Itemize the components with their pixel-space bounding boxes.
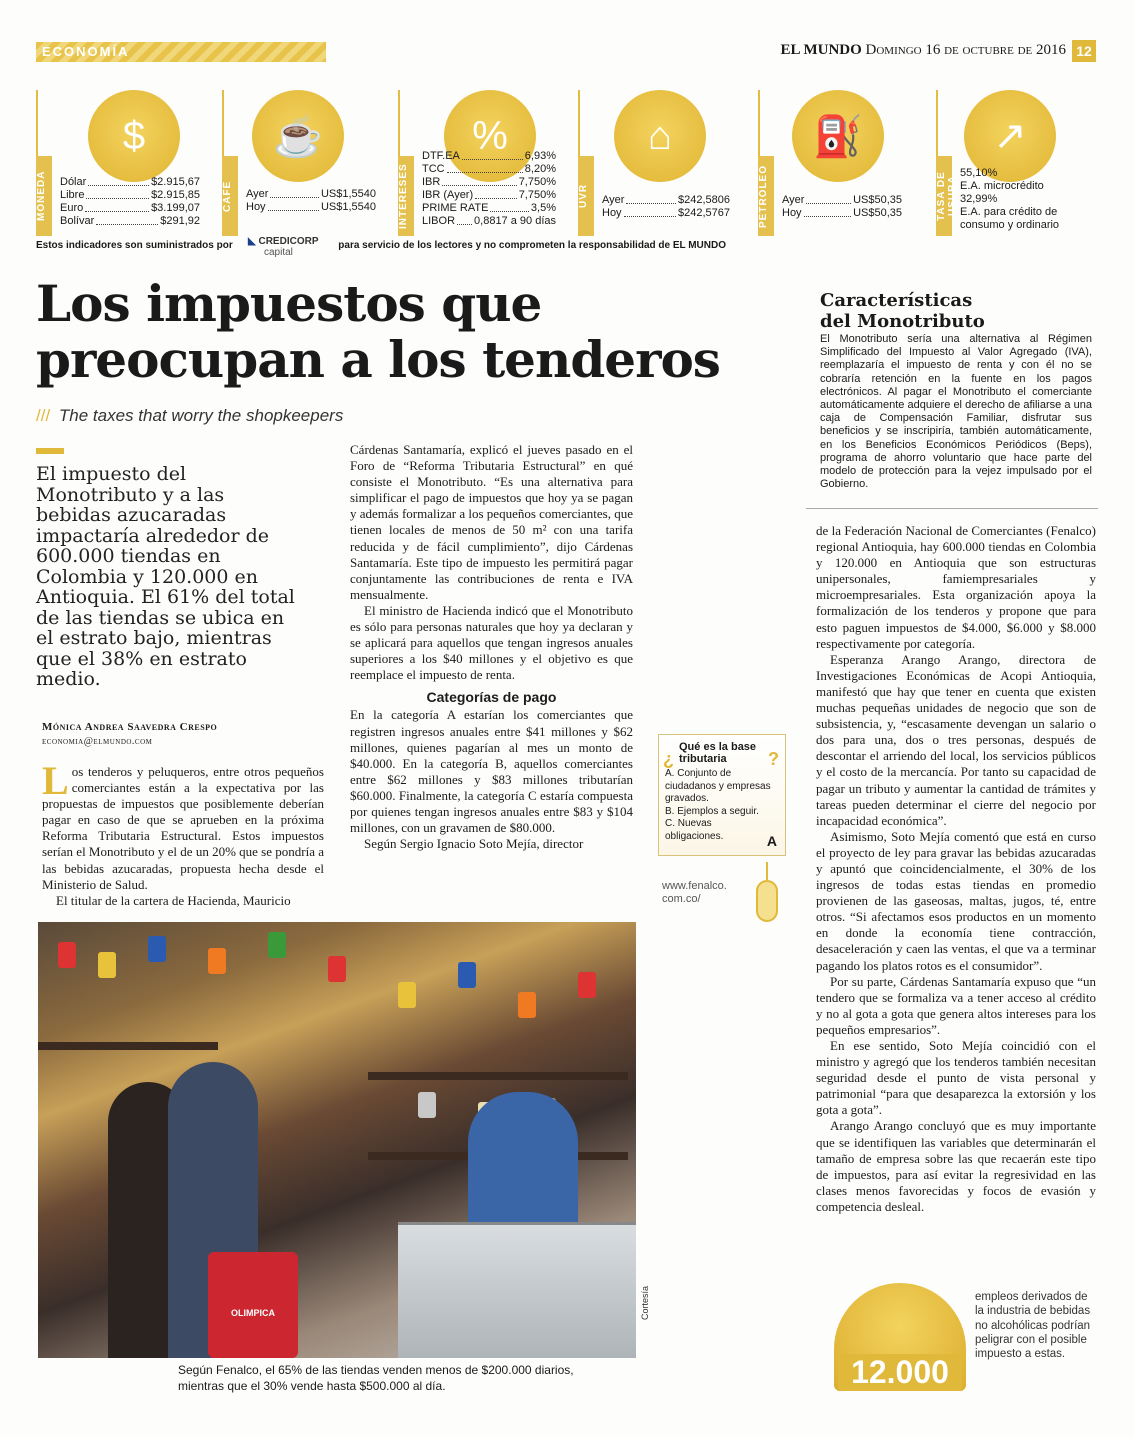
usura-lines <box>960 167 1059 232</box>
indicator-key: PRIME RATE <box>422 202 489 214</box>
indicator-key: Ayer <box>246 188 269 200</box>
paragraph: Esperanza Arango Arango, directora de Investigaciones Económicas de Acopi Antioquia, manifestó que hay que tener en cuenta que existen muchas pequeñas unidades de negocio que son de subsistencia, y, “escasamente devengan un salario o dos para una, dos o tres personas, después de descontar el arriendo del local, los servicios públicos y el costo de la mercancía. Por tanto su capacidad de pagar un tributo y aumentar la cantidad de trámites y tareas pueden determinar el cierre del negocio por incapacidad económica”. <box>816 651 1096 828</box>
indicator-value: 7,750% <box>518 176 556 188</box>
subhead <box>36 406 343 426</box>
sidebar-body: El Monotributo sería una alternativa al Régimen Simplificado del Impuesto al Valor Agregado (IVA), reemplazaría el impuesto de renta y con él no se cobraría retención en la fuente en los pagos electrónicos. Al pagar el Monotributo el comerciante automáticamente adquiere el derecho de afiliarse a una caja de Compensación Familiar, disfrutar sus beneficios y se inscripiría, también automáticamente, en los Beneficios Económicos Periódicos (Beps), programa de ahorro voluntario que hace parte del modelo de protección para la vejez impulsado por el Gobierno. <box>820 333 1092 491</box>
mouse-icon <box>756 880 778 922</box>
dot-leader <box>626 194 676 204</box>
indicator-row <box>602 207 730 220</box>
indicator-row <box>602 194 730 207</box>
quiz-question: Qué es la base tributaria <box>679 741 757 765</box>
indicator-cafe <box>222 90 388 236</box>
dot-leader <box>462 150 523 160</box>
store-photo <box>38 922 636 1358</box>
author-email: economia@elmundo.com <box>42 736 153 747</box>
bag-logo-text: OLIMPICA <box>231 1308 275 1318</box>
indicator-value: $2.915,85 <box>151 189 200 201</box>
indicator-value: $242,5767 <box>678 207 730 219</box>
paper-name: EL MUNDO <box>780 42 862 58</box>
quiz-option: A. Conjunto de ciudadanos y empresas gravados. <box>665 768 771 804</box>
dot-leader <box>96 215 158 225</box>
oil-pump-icon: ⛽ <box>792 90 884 182</box>
indicator-value: US$50,35 <box>853 194 902 206</box>
indicator-label: TASA DE USURA <box>936 156 952 236</box>
slash-ornament-icon: /// <box>36 406 51 425</box>
dot-leader <box>806 194 851 204</box>
shopping-bag <box>208 1252 298 1358</box>
paragraph: Asimismo, Soto Mejía comentó que está en curso el proyecto de ley para gravar las bebidas azucaradas y apuntó que coincidencialmente, el 30% de los ingresos de todas estas tiendas en promedio provienen de las gaseosas, maltas, jugos, té, entre otros. “Si afectamos esos productos en un momento en donde la economía tiene contracción, desaceleración y caen las ventas, el que va a terminar pagando los platos rotos es el consumidor”. <box>816 828 1096 973</box>
usura-line: E.A. para crédito de <box>960 206 1058 218</box>
indicator-key: Bolívar <box>60 215 95 227</box>
sponsor-name: CREDICORP <box>258 236 319 247</box>
indicator-value: US$1,5540 <box>320 188 376 200</box>
paragraph: de la Federación Nacional de Comerciantes (Fenalco) regional Antioquia, hay 600.000 tiendas en Colombia y 120.000 en Antioquia que son estructuras unipersonales, famiempresariales y microempresariales. Esta organización apoya la formalización de los tenderos y propone que para esto paguen impuestos de $4.000, $6.000 y $8.000 respectivamente por categoría. <box>816 523 1096 651</box>
indicator-intereses <box>398 90 558 236</box>
paragraph: El titular de la cartera de Hacienda, Mauricio <box>56 892 291 908</box>
indicator-key: IBR (Ayer) <box>422 189 474 201</box>
mouse-cable <box>766 862 768 880</box>
shopkeeper-figure <box>468 1092 578 1232</box>
indicator-value: $242,5806 <box>678 194 730 206</box>
photo-credit: Cortesía <box>640 1285 650 1320</box>
stat-number: 12.000 <box>838 1354 962 1391</box>
section-tag: ECONOMÍA <box>36 42 326 62</box>
product <box>578 972 596 998</box>
photo-caption: Según Fenalco, el 65% de las tiendas venden menos de $200.000 diarios, mientras que el 30% vende hasta $500.000 al día. <box>178 1363 574 1393</box>
link-line: www.fenalco. <box>662 880 727 892</box>
paragraph: Arango Arango concluyó que es muy importante que se identifiquen las variables que determinarán el tamaño de empresa sobre las que recaerán este tipo de impuestos, para así evitar la regresividad en las clases menos favorecidas y focos de evasión y competencia desleal. <box>816 1118 1096 1214</box>
paragraph: En la categoría A estarían los comerciantes que registren ingresos anuales entre $41 millones y $62 millones, quienes pagarían al mes un monto de $40.000. En la categoría B, aquellos comerciantes entre $62 millones y $83 millones tributarían $60.000. Finalmente, la categoría C estaría compuesta por quienes tengan ingresos anuales entre $83 y $104 millones, con un gravamen de $80.000. <box>350 707 633 836</box>
indicator-value: US$1,5540 <box>320 201 376 213</box>
indicator-row <box>422 150 556 163</box>
indicator-row <box>422 189 556 202</box>
indicator-rows <box>246 188 376 214</box>
dot-leader <box>86 189 149 199</box>
quiz-option: B. Ejemplos a seguir. <box>665 805 759 817</box>
paragraph: Según Sergio Ignacio Soto Mejía, director <box>364 836 584 852</box>
indicator-key: TCC <box>422 163 445 175</box>
percent-papers-icon: % <box>444 90 536 182</box>
indicator-key: Euro <box>60 202 84 214</box>
dot-leader <box>88 176 149 186</box>
indicator-rows <box>422 150 556 228</box>
paragraph: El ministro de Hacienda indicó que el Monotributo es sólo para personas naturales que hoy ya declaran y se aplicará para aquellos que tengan ingresos anuales superiores a los $40 millones y el objetivo es que reemplace el impuesto de renta. <box>350 602 633 683</box>
rising-chart-icon: ↗ <box>964 90 1056 182</box>
usura-line: 32,99% <box>960 193 998 205</box>
column-2 <box>350 442 633 852</box>
indicator-row <box>422 176 556 189</box>
indicator-row <box>422 202 556 215</box>
sidebar-title-line: del Monotributo <box>820 311 985 332</box>
indicator-row <box>422 163 556 176</box>
shelf <box>38 1042 218 1050</box>
subhead-text: The taxes that worry the shopkeepers <box>58 406 344 425</box>
dot-leader <box>270 188 319 198</box>
indicator-row <box>782 207 902 220</box>
indicator-value: US$50,35 <box>853 207 902 219</box>
product <box>518 992 536 1018</box>
link-line: com.co/ <box>662 893 701 905</box>
divider <box>806 508 1098 509</box>
paragraph: En ese sentido, Soto Mejía coincidió con el ministro y agregó que los tenderos también necesitan seguridad desde el punto de vista personal y patrimonial “para que desaparezca la extorsión y los gota a gota”. <box>816 1038 1096 1118</box>
indicator-row <box>60 202 200 215</box>
issue-date: Domingo 16 de octubre de 2016 <box>865 42 1066 58</box>
indicator-value: 0,8817 a 90 días <box>474 215 556 227</box>
indicator-value: 3,5% <box>530 202 556 214</box>
stat-text: empleos derivados de la industria de bebidas no alcohólicas podrían peligrar con el posible impuesto a estas. <box>975 1291 1091 1361</box>
dot-leader <box>475 189 517 199</box>
growth-house-icon: ⌂ <box>614 90 706 182</box>
sponsor-sub: capital <box>264 247 293 258</box>
paragraph: os tenderos y peluqueros, entre otros pequeños comerciantes están a la expectativa por las propuestas de impuestos que posiblemente deberían pagar en caso de que se aprueben en la próxima Reforma Tributaria Estructural. Estos impuestos serían el Monotributo y el de un 20% que se pondría a las bebidas azucaradas, propuesta hecha desde el Ministerio de Salud. <box>42 764 324 892</box>
column-1 <box>42 758 324 909</box>
paragraph: Por su parte, Cárdenas Santamaría expuso que “un tendero que se formaliza va a tener acceso al crédito y no al gota a gota que genera altos intereses para los pequeños empresarios”. <box>816 973 1096 1037</box>
lead-paragraph: El impuesto del Monotributo y a las bebidas azucaradas impactaría alrededor de 600.000 tiendas en Colombia y 120.000 en Antioquia. El 61% del total de las tiendas se ubica en el estrato bajo, mientras que el 38% en estrato medio. <box>36 463 295 690</box>
byline: Mónica Andrea Saavedra Crespo <box>42 721 218 733</box>
indicator-value: 7,750% <box>518 189 556 201</box>
money-icon: $ <box>88 90 180 182</box>
indicator-key: Ayer <box>782 194 805 206</box>
dot-leader <box>268 201 319 211</box>
product <box>398 982 416 1008</box>
indicator-row <box>60 189 200 202</box>
sidebar-title-line: Características <box>820 290 973 311</box>
shelf <box>368 1072 628 1080</box>
product <box>208 948 226 974</box>
indicator-row <box>422 215 556 228</box>
dot-leader <box>490 202 529 212</box>
indicator-key: Libre <box>60 189 85 201</box>
disclaimer-text-a: Estos indicadores son suministrados por <box>36 240 233 251</box>
indicator-label: UVR <box>578 156 594 236</box>
question-mark-icon: ¿ <box>663 749 674 769</box>
dot-leader <box>447 163 523 173</box>
dot-leader <box>624 207 676 217</box>
usura-line: consumo y ordinario <box>960 219 1060 231</box>
indicator-value: $3.199,07 <box>151 202 200 214</box>
subheading: Categorías de pago <box>426 689 557 706</box>
usura-line: E.A. microcrédito <box>960 180 1044 192</box>
indicator-key: IBR <box>422 176 441 188</box>
indicator-petroleo <box>758 90 918 236</box>
indicator-row <box>246 201 376 214</box>
indicator-value: 6,93% <box>524 150 556 162</box>
sponsor-mark-icon: ◣ <box>248 236 256 247</box>
column-3 <box>816 523 1096 1215</box>
product <box>458 962 476 988</box>
indicator-rows <box>60 176 200 228</box>
page-number: 12 <box>1072 40 1096 62</box>
dot-leader <box>85 202 149 212</box>
kicker-bar <box>36 448 64 454</box>
indicator-key: Hoy <box>782 207 802 219</box>
indicator-key: Hoy <box>246 201 266 213</box>
indicator-key: Ayer <box>602 194 625 206</box>
indicator-value: $2.915,67 <box>151 176 200 188</box>
paragraph: Cárdenas Santamaría, explicó el jueves pasado en el Foro de “Reforma Tributaria Estructural” en qué consiste el Monotributo. “Es una alternativa para simplificar el pago de impuestos que hoy ya se pagan y además formalizar a los pequeños comerciantes, que tienen locales de menos de 50 m² con una tarifa reducida y de fácil cumplimiento”, dijo Cárdenas Santamaría. Este tipo de impuesto les permitirá pagar conjuntamente las contribuciones de renta e IVA mensualmente. <box>350 442 633 602</box>
question-mark-icon: ? <box>768 749 779 769</box>
indicators-disclaimer <box>36 240 726 251</box>
fenalco-link[interactable] <box>662 880 727 906</box>
indicator-uvr <box>578 90 738 236</box>
dot-leader <box>442 176 516 186</box>
product <box>418 1092 436 1118</box>
usura-line: 55,10% <box>960 167 998 179</box>
drop-cap: L <box>42 758 69 803</box>
indicator-rows <box>602 194 730 220</box>
indicator-key: Dólar <box>60 176 87 188</box>
indicator-usura <box>936 90 1096 236</box>
indicator-label: MONEDA <box>36 156 52 236</box>
indicator-row <box>246 188 376 201</box>
indicator-rows <box>782 194 902 220</box>
sponsor-logo <box>248 236 319 258</box>
product <box>148 936 166 962</box>
product <box>98 952 116 978</box>
masthead <box>781 42 1066 59</box>
sidebar-title <box>820 290 985 332</box>
quiz-option: C. Nuevas obligaciones. <box>665 818 724 842</box>
headline <box>36 276 776 388</box>
product <box>268 932 286 958</box>
indicator-row <box>782 194 902 207</box>
headline-line-2: preocupan a los tenderos <box>36 330 720 389</box>
indicator-moneda <box>36 90 204 236</box>
indicator-row <box>60 215 200 228</box>
indicator-label: PETRÓLEO <box>758 156 774 236</box>
disclaimer-text-b: para servicio de los lectores y no comprometen la responsabilidad de EL MUNDO <box>338 240 726 251</box>
indicator-label: INTERESES <box>398 156 414 236</box>
indicator-key: DTF.EA <box>422 150 460 162</box>
indicator-value: $291,92 <box>160 215 200 227</box>
quiz-answer: A <box>766 833 777 849</box>
indicator-value: 8,20% <box>524 163 556 175</box>
coffee-bean-icon: ☕ <box>252 90 344 182</box>
product <box>328 956 346 982</box>
quiz-box <box>658 734 786 856</box>
dot-leader <box>457 215 472 225</box>
indicator-key: Hoy <box>602 207 622 219</box>
display-counter <box>398 1222 636 1358</box>
dot-leader <box>804 207 852 217</box>
indicator-label: CAFÉ <box>222 156 238 236</box>
headline-line-1: Los impuestos que <box>36 274 542 333</box>
indicator-key: LIBOR <box>422 215 456 227</box>
product <box>58 942 76 968</box>
indicator-row <box>60 176 200 189</box>
